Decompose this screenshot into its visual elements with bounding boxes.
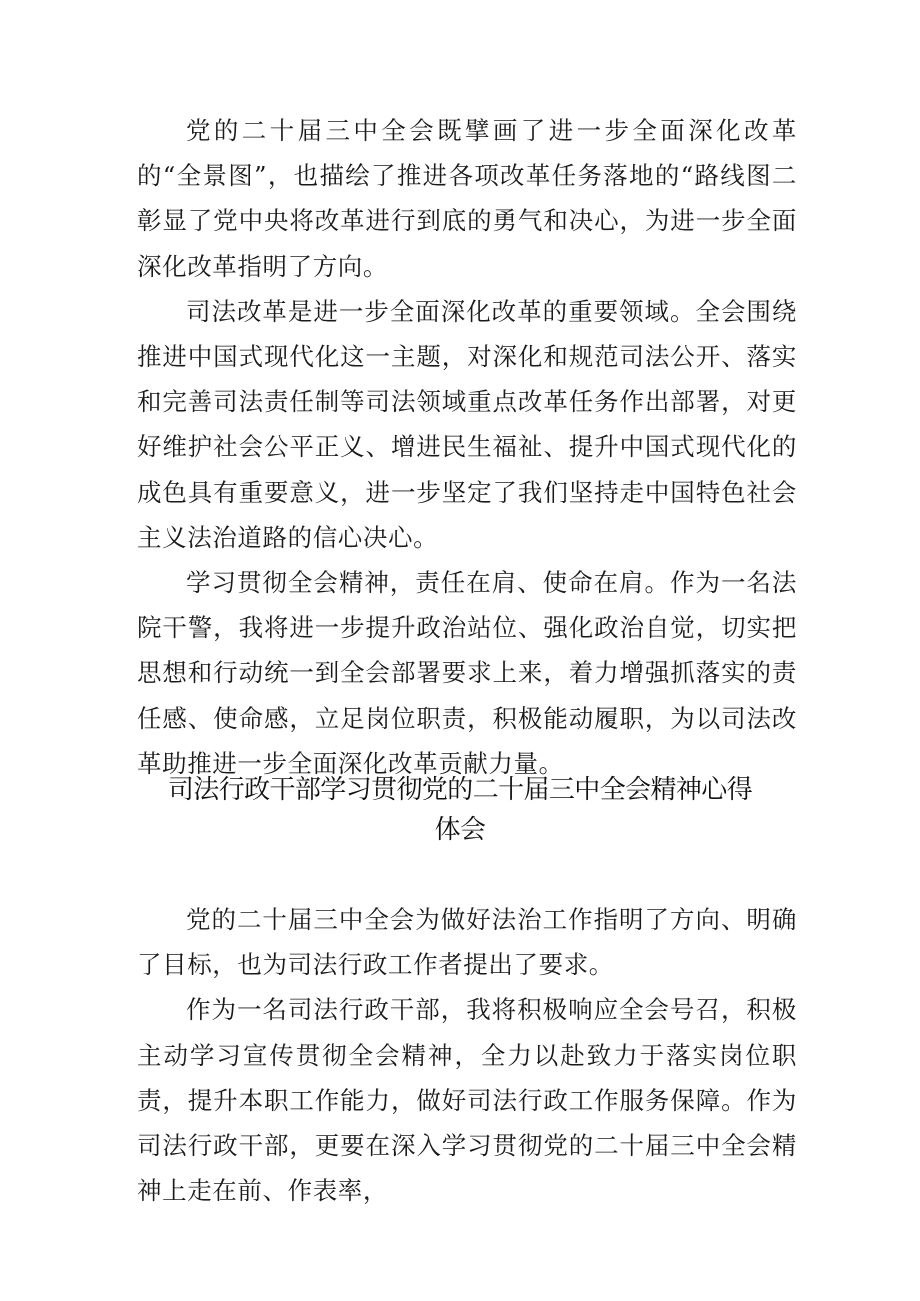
section-title-line-1: 司法行政干部学习贯彻党的二十届三中全会精神心得 — [167, 775, 753, 805]
paragraph-judicial-reform: 司法改革是进一步全面深化改革的重要领域。全会围绕推进中国式现代化这一主题，对深化和规范司法公开、落实和完善司法责任制等司法领域重点改革任务作出部署，对更好维护社会公平正义、增进民生福祉、提升中国式现代化的成色具有重要意义，进一步坚定了我们坚持走中国特色社会主义法治道路的信心决心。 — [137, 296, 797, 552]
paragraph-court-duty: 学习贯彻全会精神，责任在肩、使命在肩。作为一名法院干警，我将进一步提升政治站位、强化政治自觉，切实把思想和行动统一到全会部署要求上来，着力增强抓落实的责任感、使命感，立足岗位职责，积极能动履职，为以司法改革助推进一步全面深化改革贡献力量。 — [137, 568, 797, 778]
article-two-body — [137, 897, 797, 1213]
article-one-body — [137, 108, 797, 786]
section-title — [100, 770, 820, 850]
paragraph-rule-of-law-direction: 党的二十届三中全会为做好法治工作指明了方向、明确了目标，也为司法行政工作者提出了要求。 — [137, 905, 797, 980]
paragraph-administrative-cadre: 作为一名司法行政干部，我将积极响应全会号召，积极主动学习宣传贯彻全会精神，全力以赴致力于落实岗位职责，提升本职工作能力，做好司法行政工作服务保障。作为司法行政干部，更要在深入学习贯彻党的二十届三中全会精神上走在前、作表率， — [137, 995, 797, 1206]
paragraph-reform-blueprint: 党的二十届三中全会既擘画了进一步全面深化改革的“全景图”，也描绘了推进各项改革任务落地的“路线图二彰显了党中央将改革进行到底的勇气和决心，为进一步全面深化改革指明了方向。 — [137, 116, 797, 281]
section-title-line-2: 体会 — [434, 815, 486, 845]
